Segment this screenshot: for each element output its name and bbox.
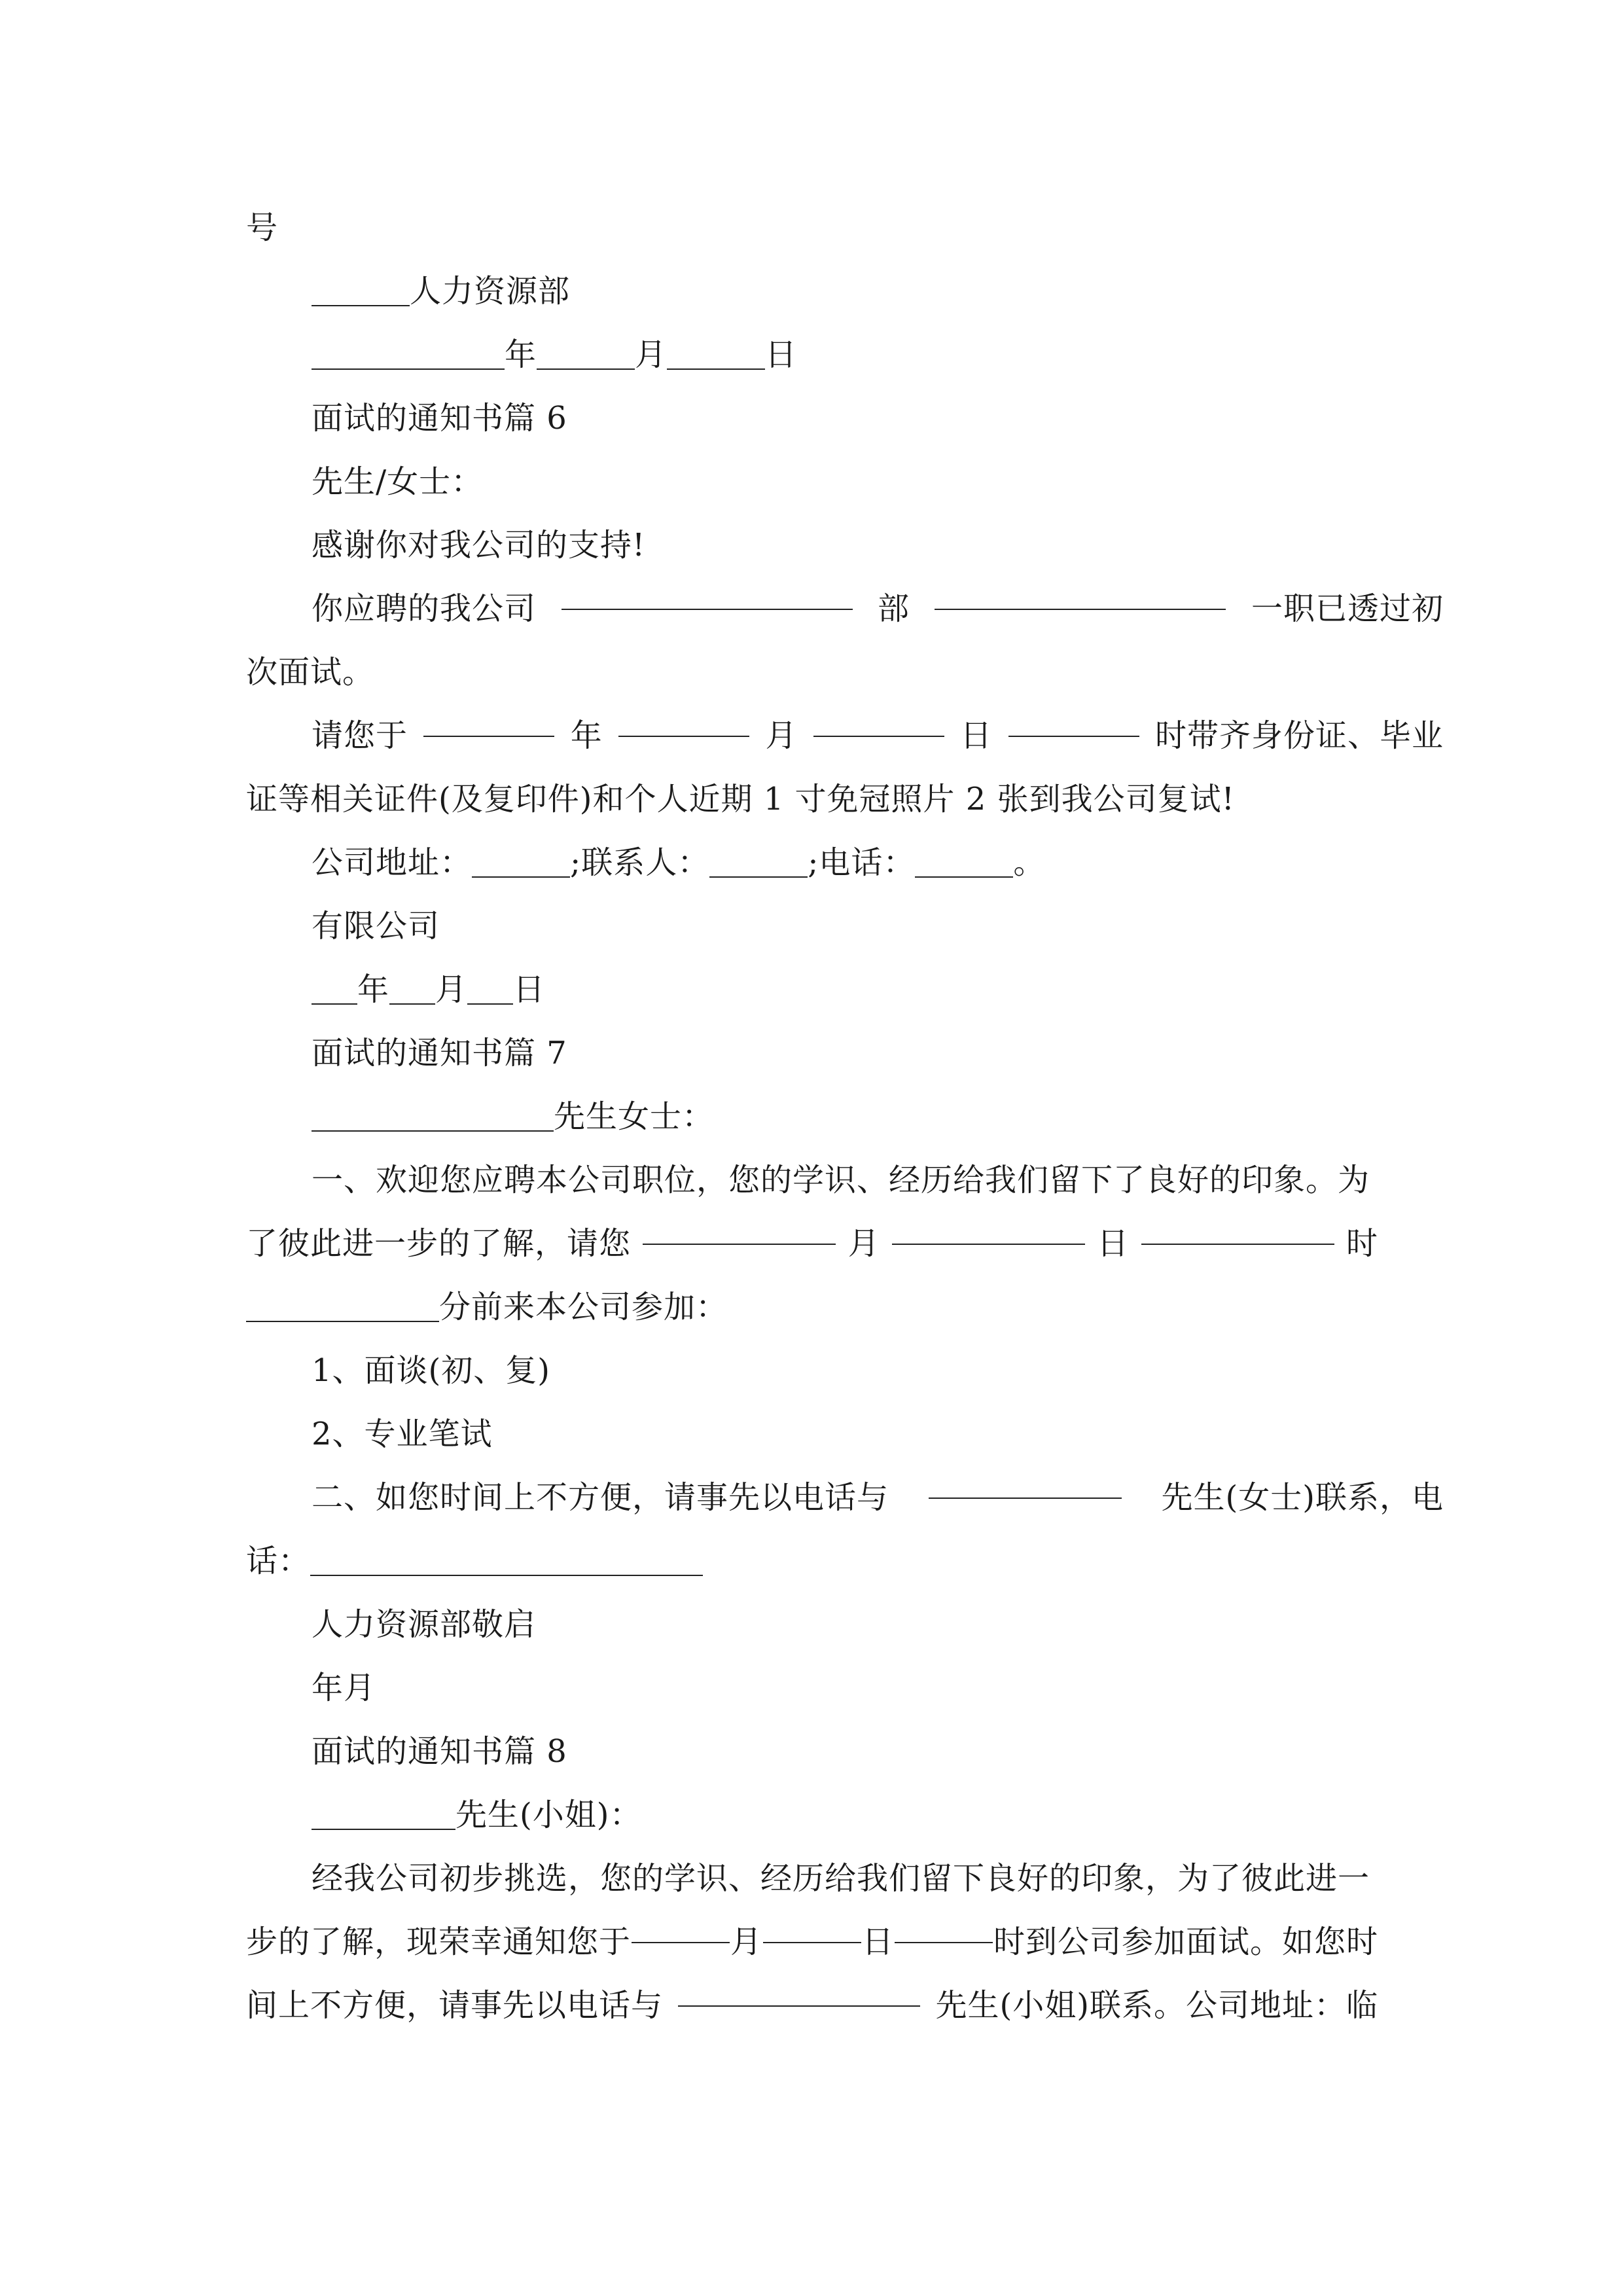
text: 先生(女士)联系，电 — [1161, 1479, 1444, 1516]
line-1 — [246, 196, 1378, 260]
text: 月 — [435, 971, 468, 1008]
text: 。 — [1013, 844, 1046, 881]
text: 经我公司初步挑选，您的学识、经历给我们留下良好的印象，为了彼此进一 — [312, 1860, 1370, 1897]
text: 月 — [847, 1225, 880, 1262]
text: 年 — [570, 717, 603, 754]
text: 请您于 — [312, 717, 408, 754]
text: 你应聘的我公司 — [312, 590, 537, 627]
line-hr-dept — [246, 260, 1378, 323]
text: 步的了解，现荣幸通知您于 — [246, 1924, 632, 1960]
text: 先生女士： — [554, 1098, 715, 1135]
text: 年 — [357, 971, 390, 1008]
text: 话： — [246, 1543, 311, 1579]
salutation-8 — [246, 1784, 1378, 1847]
text: 分前来本公司参加： — [439, 1289, 728, 1325]
text: 年月 — [312, 1670, 376, 1706]
text: 年 — [505, 336, 537, 373]
paragraph-line — [246, 1847, 1378, 1910]
fill-blank — [562, 577, 853, 610]
text: 1、面谈(初、复) — [312, 1352, 550, 1389]
text: 了彼此进一步的了解，请您 — [246, 1225, 632, 1262]
text: 先生/女士： — [312, 463, 484, 500]
company-line — [246, 895, 1378, 958]
paragraph-line — [246, 641, 1378, 704]
fill-blank — [472, 845, 570, 878]
text: 2、专业笔试 — [312, 1416, 493, 1452]
text: 人力资源部 — [410, 273, 571, 310]
fill-blank — [312, 1099, 554, 1132]
line-date-1 — [246, 323, 1378, 387]
text: 一职已透过初 — [1251, 590, 1444, 627]
paragraph-line — [246, 1276, 1378, 1339]
text: 面试的通知书篇 6 — [312, 400, 567, 437]
fill-blank — [467, 972, 513, 1005]
fill-blank — [1141, 1212, 1334, 1245]
text: 面试的通知书篇 8 — [312, 1733, 567, 1770]
text: 感谢你对我公司的支持! — [312, 527, 646, 564]
text: 部 — [877, 590, 910, 627]
fill-blank — [537, 337, 635, 370]
paragraph-line — [246, 1910, 1378, 1974]
fill-blank — [929, 1466, 1122, 1499]
text: 日 — [861, 1924, 894, 1960]
paragraph-line — [246, 1530, 1378, 1593]
date-line — [246, 1657, 1378, 1720]
text: 人力资源部敬启 — [312, 1606, 537, 1643]
text: ;联系人： — [570, 844, 710, 881]
text: 二、如您时间上不方便，请事先以电话与 — [312, 1479, 889, 1516]
fill-blank — [618, 704, 749, 737]
thanks-line — [246, 514, 1378, 577]
text: 日 — [960, 717, 993, 754]
fill-blank — [632, 1910, 730, 1943]
signature-line — [246, 1593, 1378, 1657]
contact-line — [246, 831, 1378, 895]
text: 先生(小姐)联系。公司地址：临 — [935, 1987, 1378, 2024]
salutation-6 — [246, 450, 1378, 514]
fill-blank — [312, 1797, 455, 1830]
text: 公司地址： — [312, 844, 473, 881]
text: 时带齐身份证、毕业 — [1154, 717, 1444, 754]
fill-blank — [312, 274, 410, 306]
fill-blank — [895, 1910, 993, 1943]
fill-blank — [709, 845, 808, 878]
paragraph-line — [246, 704, 1444, 768]
text: 间上不方便，请事先以电话与 — [246, 1987, 664, 2024]
fill-blank — [643, 1212, 836, 1245]
text: ;电话： — [808, 844, 916, 881]
text: 时到公司参加面试。如您时 — [993, 1924, 1378, 1960]
fill-blank — [1008, 704, 1139, 737]
section-heading-7 — [246, 1022, 1378, 1085]
fill-blank — [813, 704, 944, 737]
document-body — [246, 196, 1444, 2037]
paragraph-line — [246, 768, 1378, 831]
text: 日 — [1097, 1225, 1130, 1262]
text: 面试的通知书篇 7 — [312, 1035, 567, 1071]
fill-blank — [423, 704, 554, 737]
fill-blank — [310, 1543, 703, 1576]
text: 一、欢迎您应聘本公司职位，您的学识、经历给我们留下了良好的印象。为 — [312, 1162, 1370, 1198]
paragraph-line — [246, 1974, 1378, 2037]
fill-blank — [763, 1910, 861, 1943]
fill-blank — [246, 1289, 439, 1322]
text: 日 — [765, 336, 798, 373]
line-date-2 — [246, 958, 1378, 1022]
fill-blank — [915, 845, 1013, 878]
text: 证等相关证件(及复印件)和个人近期 1 寸免冠照片 2 张到我公司复试! — [246, 781, 1235, 817]
text: 次面试。 — [246, 654, 375, 691]
fill-blank — [678, 1974, 920, 2007]
text: 有限公司 — [312, 908, 440, 944]
fill-blank — [389, 972, 435, 1005]
section-heading-6 — [246, 387, 1378, 450]
list-item — [246, 1339, 1378, 1403]
text: 月 — [730, 1924, 762, 1960]
fill-blank — [892, 1212, 1085, 1245]
salutation-7 — [246, 1085, 1378, 1149]
text: 日 — [513, 971, 546, 1008]
paragraph-line — [246, 1466, 1444, 1530]
text: 号 — [246, 209, 279, 246]
paragraph-line — [246, 577, 1444, 641]
section-heading-8 — [246, 1720, 1378, 1784]
text: 月 — [765, 717, 798, 754]
fill-blank — [935, 577, 1226, 610]
text: 先生(小姐)： — [455, 1797, 642, 1833]
paragraph-line — [246, 1149, 1378, 1212]
text: 月 — [635, 336, 668, 373]
fill-blank — [667, 337, 765, 370]
text: 时 — [1346, 1225, 1378, 1262]
list-item — [246, 1403, 1378, 1466]
paragraph-line — [246, 1212, 1378, 1276]
fill-blank — [312, 337, 505, 370]
fill-blank — [312, 972, 357, 1005]
